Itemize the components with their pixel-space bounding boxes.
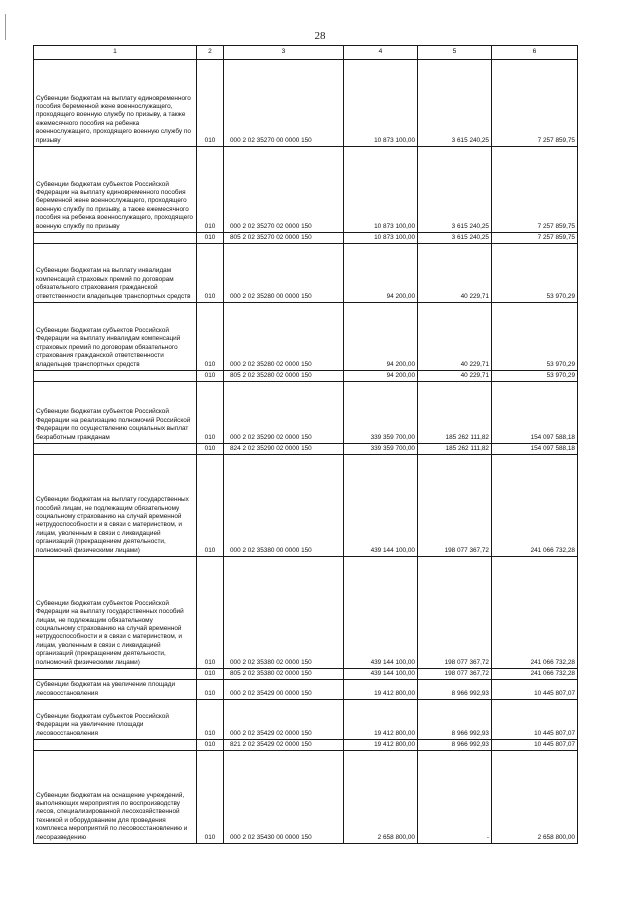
row-name-cell — [34, 740, 197, 751]
row-classification-cell: 000 2 02 35429 00 0000 150 — [224, 680, 344, 700]
col-header-4: 4 — [344, 46, 418, 60]
row-remaining-cell: 7 257 859,75 — [492, 233, 578, 244]
row-name-cell: Субвенции бюджетам субъектов Российской Федерации на реализацию полномочий Российской Федерации по осуществлению социальных выплат безработным гражданам — [34, 382, 197, 444]
row-name-cell: Субвенции бюджетам субъектов Российской Федерации на выплату инвалидам компенсаций страховых премий по договорам обязательного страхования гражданской ответственности владельцев транспортных средств — [34, 303, 197, 371]
row-code-cell: 010 — [197, 455, 224, 557]
row-remaining-cell: 53 970,29 — [492, 244, 578, 303]
table-row — [34, 751, 578, 844]
row-name-cell — [34, 233, 197, 244]
row-remaining-cell: 241 066 732,28 — [492, 557, 578, 669]
table-row — [34, 244, 578, 303]
row-name-cell: Субвенции бюджетам на увеличение площади лесовосстановления — [34, 680, 197, 700]
row-remaining-cell: 2 658 800,00 — [492, 751, 578, 844]
table-row — [34, 382, 578, 444]
row-classification-cell: 000 2 02 35280 02 0000 150 — [224, 303, 344, 371]
header-row — [34, 46, 578, 60]
row-executed-cell: 3 615 240,25 — [418, 233, 492, 244]
row-classification-cell: 000 2 02 35430 00 0000 150 — [224, 751, 344, 844]
row-code-cell: 010 — [197, 233, 224, 244]
row-remaining-cell: 10 445 807,07 — [492, 700, 578, 740]
row-approved-cell: 10 873 100,00 — [344, 60, 418, 147]
row-classification-cell: 821 2 02 35429 02 0000 150 — [224, 740, 344, 751]
row-remaining-cell: 154 097 588,18 — [492, 382, 578, 444]
row-executed-cell: 40 229,71 — [418, 303, 492, 371]
row-name-cell: Субвенции бюджетам на выплату инвалидам компенсаций страховых премий по договорам обязательного страхования гражданской ответственности владельцев транспортных средств — [34, 244, 197, 303]
row-classification-cell: 805 2 02 35380 02 0000 150 — [224, 669, 344, 680]
row-code-cell: 010 — [197, 371, 224, 382]
table-row — [34, 233, 578, 244]
row-executed-cell: 198 077 367,72 — [418, 455, 492, 557]
table-body — [34, 60, 578, 844]
row-approved-cell: 19 412 800,00 — [344, 700, 418, 740]
row-name-cell: Субвенции бюджетам субъектов Российской Федерации на выплату единовременного пособия беременной жене военнослужащего, проходящего военную службу по призыву, а также ежемесячного пособия на ребенка военнослужащего, проходящего военную службу по призыву — [34, 147, 197, 233]
budget-table — [33, 45, 578, 844]
row-approved-cell: 19 412 800,00 — [344, 740, 418, 751]
row-executed-cell: 198 077 367,72 — [418, 669, 492, 680]
row-executed-cell: 3 615 240,25 — [418, 60, 492, 147]
table-row — [34, 557, 578, 669]
row-executed-cell: 40 229,71 — [418, 244, 492, 303]
row-classification-cell: 000 2 02 35270 00 0000 150 — [224, 60, 344, 147]
page-number: 28 — [314, 30, 326, 42]
row-approved-cell: 339 359 700,00 — [344, 382, 418, 444]
table-row — [34, 669, 578, 680]
row-executed-cell: 8 966 992,93 — [418, 740, 492, 751]
row-classification-cell: 805 2 02 35280 02 0000 150 — [224, 371, 344, 382]
row-name-cell: Субвенции бюджетам субъектов Российской Федерации на выплату государственных пособий лицам, не подлежащим обязательному социальному страхованию на случай временной нетрудоспособности и в связи с материнством, и лицам, уволенным в связи с ликвидацией организаций (прекращением деятельности, полномочий физическими лицами) — [34, 557, 197, 669]
row-classification-cell: 000 2 02 35429 02 0000 150 — [224, 700, 344, 740]
row-name-cell: Субвенции бюджетам на выплату государственных пособий лицам, не подлежащим обязательному социальному страхованию на случай временной нетрудоспособности и в связи с материнством, и лицам, уволенным в связи с ликвидацией организаций (прекращением деятельности, полномочий физическими лицами) — [34, 455, 197, 557]
row-approved-cell: 10 873 100,00 — [344, 233, 418, 244]
row-remaining-cell: 154 097 588,18 — [492, 444, 578, 455]
col-header-5: 5 — [418, 46, 492, 60]
row-approved-cell: 94 200,00 — [344, 244, 418, 303]
row-code-cell: 010 — [197, 680, 224, 700]
row-remaining-cell: 53 970,29 — [492, 371, 578, 382]
row-name-cell: Субвенции бюджетам субъектов Российской Федерации на увеличение площади лесовосстановления — [34, 700, 197, 740]
row-code-cell: 010 — [197, 669, 224, 680]
table-row — [34, 680, 578, 700]
row-code-cell: 010 — [197, 740, 224, 751]
row-executed-cell: 185 262 111,82 — [418, 382, 492, 444]
row-approved-cell: 94 200,00 — [344, 371, 418, 382]
table-row — [34, 444, 578, 455]
table-row — [34, 371, 578, 382]
row-classification-cell: 000 2 02 35270 02 0000 150 — [224, 147, 344, 233]
row-remaining-cell: 241 066 732,28 — [492, 669, 578, 680]
row-code-cell: 010 — [197, 382, 224, 444]
row-remaining-cell: 53 970,29 — [492, 303, 578, 371]
row-approved-cell: 94 200,00 — [344, 303, 418, 371]
row-code-cell: 010 — [197, 700, 224, 740]
col-header-3: 3 — [224, 46, 344, 60]
table-row — [34, 303, 578, 371]
row-code-cell: 010 — [197, 147, 224, 233]
row-name-cell — [34, 444, 197, 455]
row-remaining-cell: 10 445 807,07 — [492, 740, 578, 751]
col-header-2: 2 — [197, 46, 224, 60]
table-row — [34, 147, 578, 233]
row-name-cell: Субвенции бюджетам на оснащение учреждений, выполняющих мероприятия по воспроизводству лесов, специализированной лесохозяйственной техникой и оборудованием для проведения комплекса мероприятий по лесовосстановлению и лесоразведению — [34, 751, 197, 844]
row-name-cell — [34, 669, 197, 680]
row-classification-cell: 824 2 02 35290 02 0000 150 — [224, 444, 344, 455]
row-name-cell — [34, 371, 197, 382]
row-code-cell: 010 — [197, 60, 224, 147]
col-header-1: 1 — [34, 46, 197, 60]
row-classification-cell: 805 2 02 35270 02 0000 150 — [224, 233, 344, 244]
table-row — [34, 455, 578, 557]
table-row — [34, 740, 578, 751]
table-row — [34, 60, 578, 147]
row-code-cell: 010 — [197, 303, 224, 371]
col-header-6: 6 — [492, 46, 578, 60]
row-executed-cell: 198 077 367,72 — [418, 557, 492, 669]
row-remaining-cell: 241 066 732,28 — [492, 455, 578, 557]
row-executed-cell: 8 966 992,93 — [418, 700, 492, 740]
table-row — [34, 700, 578, 740]
row-executed-cell: 40 229,71 — [418, 371, 492, 382]
row-approved-cell: 439 144 100,00 — [344, 557, 418, 669]
row-remaining-cell: 10 445 807,07 — [492, 680, 578, 700]
row-code-cell: 010 — [197, 557, 224, 669]
row-classification-cell: 000 2 02 35290 02 0000 150 — [224, 382, 344, 444]
row-remaining-cell: 7 257 859,75 — [492, 147, 578, 233]
row-executed-cell: 8 966 992,93 — [418, 680, 492, 700]
row-code-cell: 010 — [197, 444, 224, 455]
row-executed-cell: 3 615 240,25 — [418, 147, 492, 233]
row-name-cell: Субвенции бюджетам на выплату единовременного пособия беременной жене военнослужащего, проходящего военную службу по призыву, а также ежемесячного пособия на ребенка военнослужащего, проходящего военную службу по призыву — [34, 60, 197, 147]
row-code-cell: 010 — [197, 244, 224, 303]
row-classification-cell: 000 2 02 35380 02 0000 150 — [224, 557, 344, 669]
row-approved-cell: 2 658 800,00 — [344, 751, 418, 844]
row-code-cell: 010 — [197, 751, 224, 844]
row-classification-cell: 000 2 02 35380 00 0000 150 — [224, 455, 344, 557]
row-approved-cell: 339 359 700,00 — [344, 444, 418, 455]
row-executed-cell: 185 262 111,82 — [418, 444, 492, 455]
row-approved-cell: 439 144 100,00 — [344, 669, 418, 680]
row-approved-cell: 19 412 800,00 — [344, 680, 418, 700]
row-approved-cell: 10 873 100,00 — [344, 147, 418, 233]
row-classification-cell: 000 2 02 35280 00 0000 150 — [224, 244, 344, 303]
row-remaining-cell: 7 257 859,75 — [492, 60, 578, 147]
row-approved-cell: 439 144 100,00 — [344, 455, 418, 557]
row-executed-cell: - — [418, 751, 492, 844]
